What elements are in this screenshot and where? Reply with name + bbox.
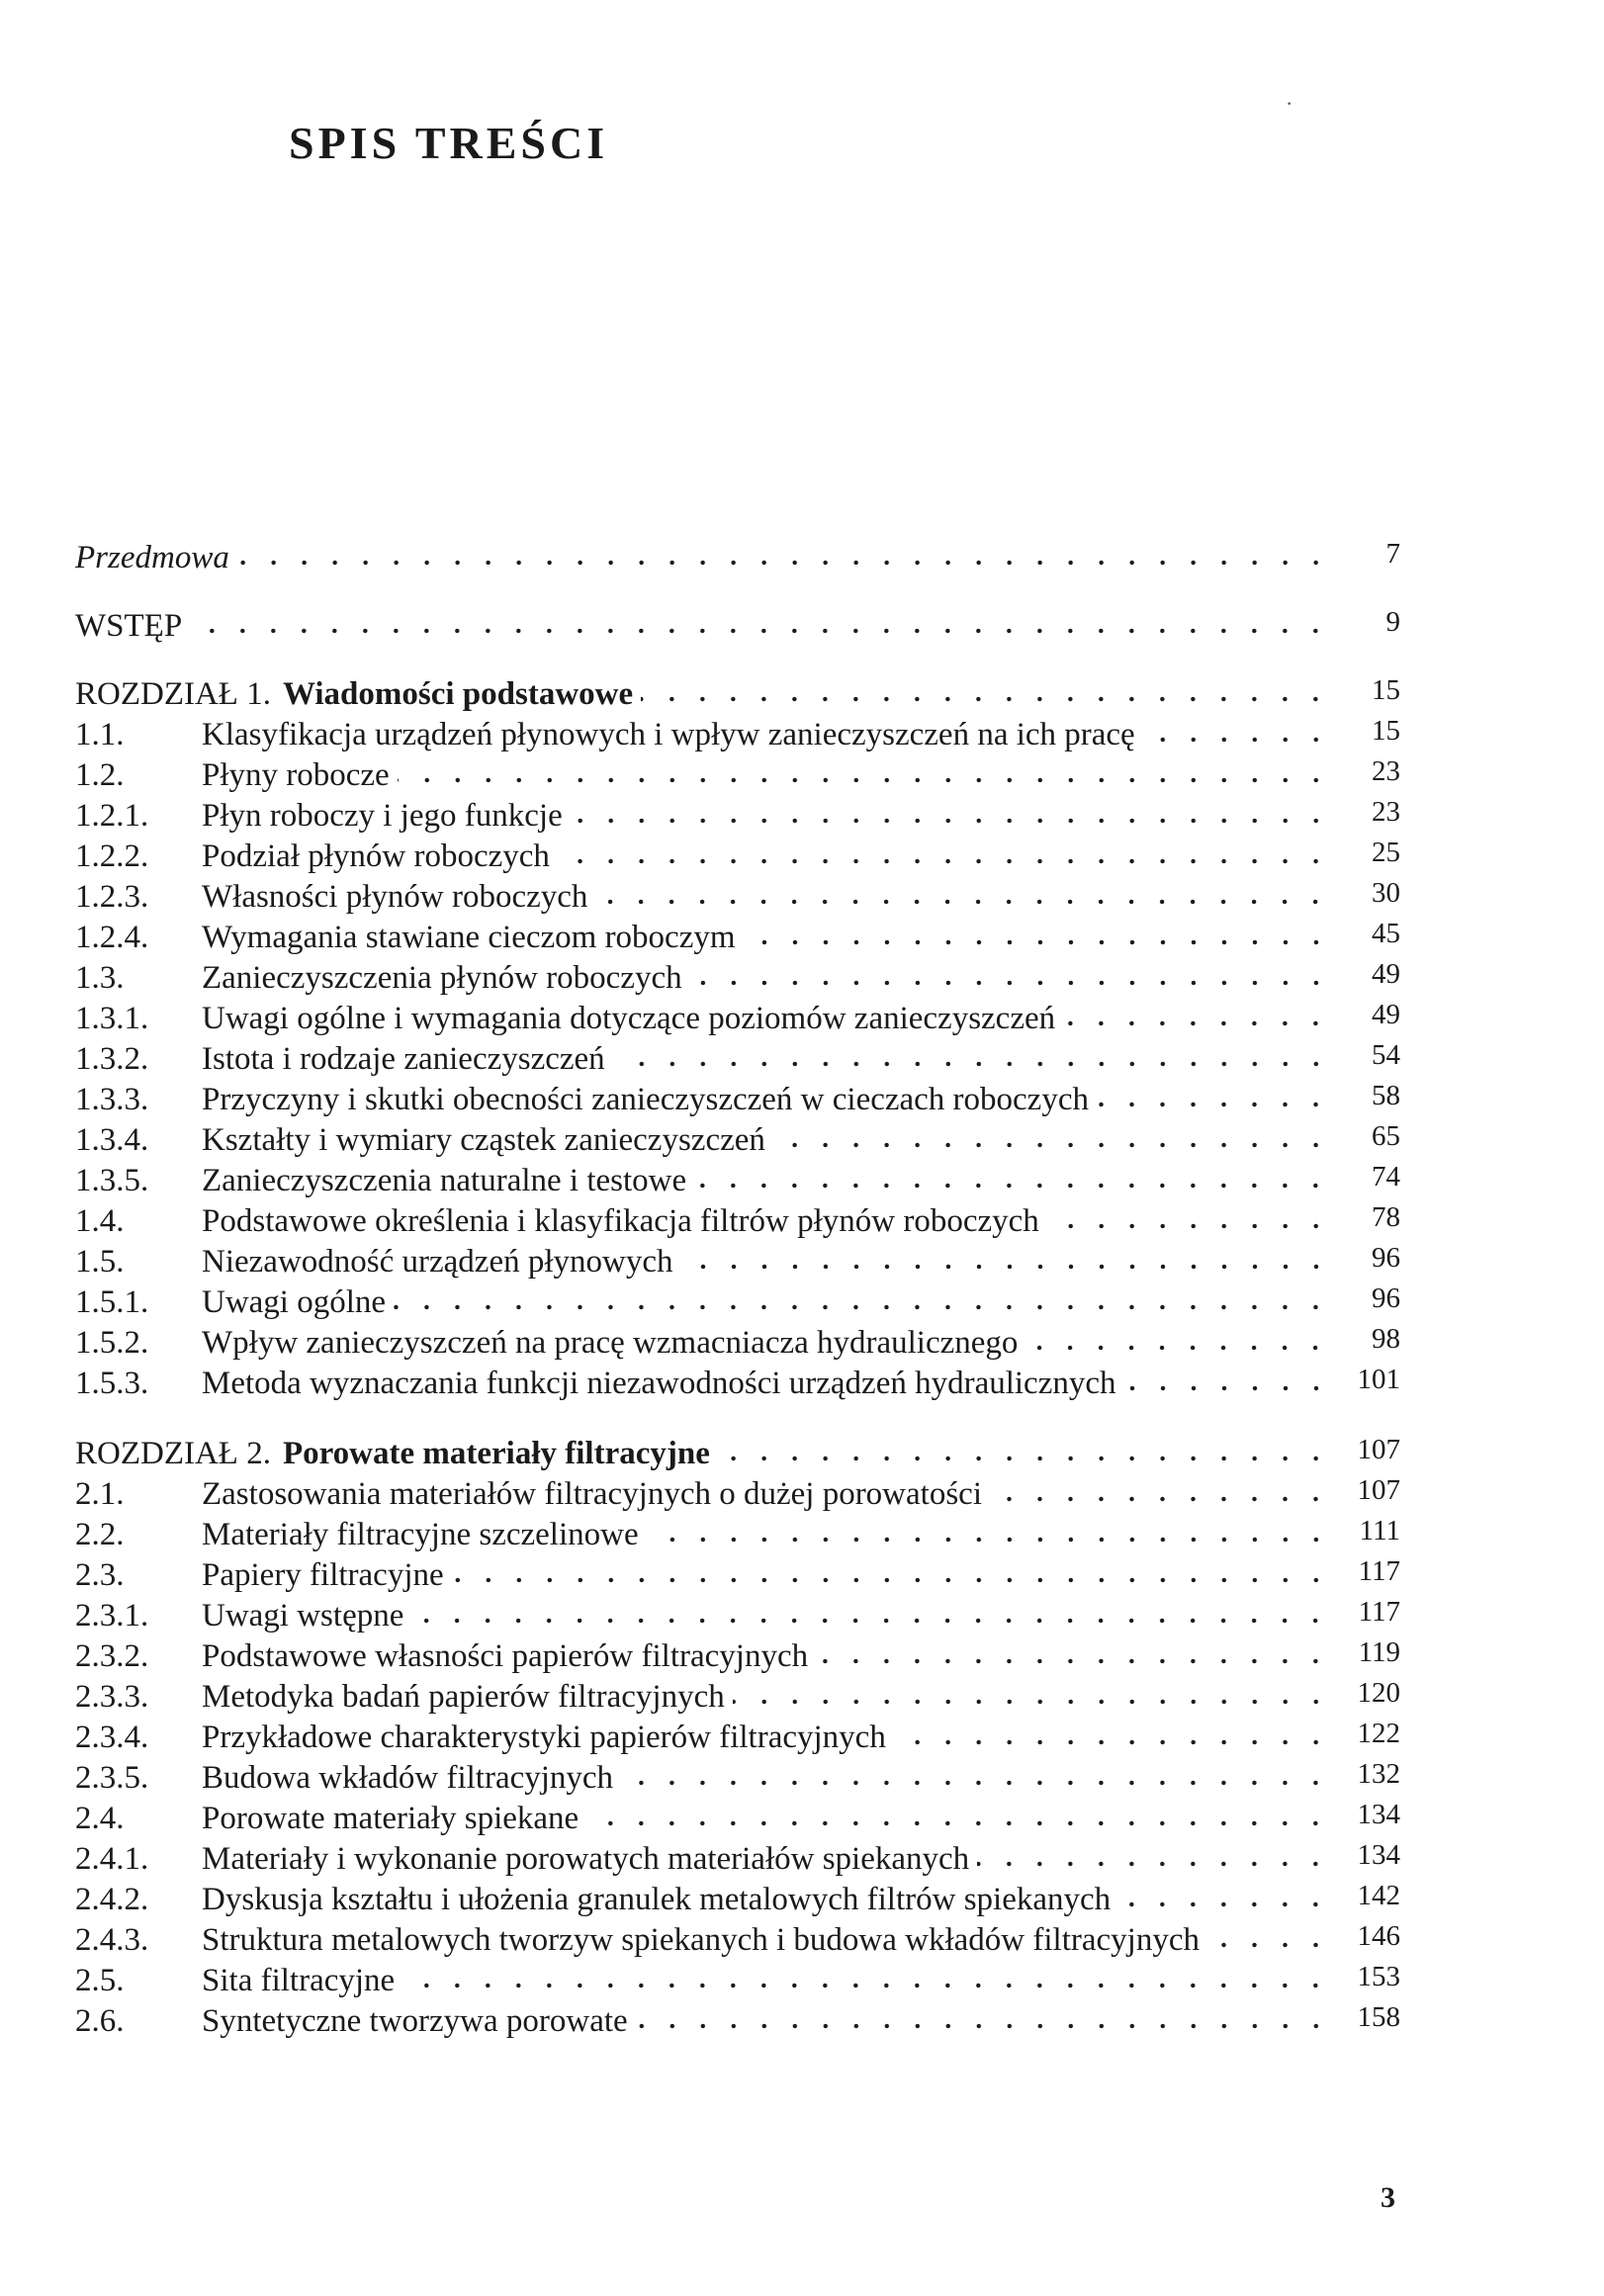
toc-entry-title: Uwagi ogólne bbox=[202, 1284, 387, 1320]
toc-page-number: 134 bbox=[1357, 1839, 1400, 1871]
dot-leader bbox=[595, 897, 1331, 907]
dot-leader bbox=[816, 1656, 1331, 1666]
toc-entry bbox=[75, 1513, 1400, 1553]
toc-entry-title-wrap bbox=[202, 1203, 1331, 1240]
toc-entry-title-wrap bbox=[202, 757, 1331, 794]
toc-entry-title: Dyskusja kształtu i ułożenia granulek metalowych filtrów spiekanych bbox=[202, 1882, 1112, 1917]
toc-entry-title-wrap bbox=[202, 1963, 1331, 1999]
toc-entry-title-wrap bbox=[202, 1922, 1331, 1959]
toc-page-number: 158 bbox=[1357, 2001, 1400, 2033]
toc-entry-number: 2.3.2. bbox=[75, 1638, 149, 1674]
dot-leader bbox=[977, 1859, 1331, 1869]
toc-entry-title-wrap bbox=[75, 540, 1331, 576]
dot-leader bbox=[394, 1302, 1331, 1312]
toc-page-number: 15 bbox=[1372, 715, 1400, 747]
toc-entry-title-wrap bbox=[202, 1284, 1331, 1321]
toc-entry-title: Materiały i wykonanie porowatych materiałów spiekanych bbox=[202, 1841, 970, 1877]
toc-entry bbox=[75, 1280, 1400, 1321]
dot-leader bbox=[718, 1454, 1331, 1463]
dot-leader bbox=[1207, 1940, 1331, 1950]
dot-leader bbox=[586, 1818, 1331, 1828]
toc-page-number: 122 bbox=[1357, 1718, 1400, 1749]
toc-chapter bbox=[75, 672, 1400, 1402]
toc-entry-title: Wpływ zanieczyszczeń na pracę wzmacniacza hydraulicznego bbox=[202, 1325, 1019, 1361]
toc-page-number: 15 bbox=[1372, 674, 1400, 706]
toc-entry bbox=[75, 1594, 1400, 1634]
toc-entry-title-wrap bbox=[202, 1325, 1331, 1362]
toc-entry-title-wrap bbox=[202, 920, 1331, 956]
toc-entry-title: Istota i rodzaje zanieczyszczeń bbox=[202, 1041, 605, 1077]
scan-speck: · bbox=[1286, 91, 1293, 116]
toc-entry-title-wrap bbox=[202, 1557, 1331, 1594]
toc-page-number: 7 bbox=[1385, 538, 1400, 570]
toc-entry-title-wrap bbox=[202, 1720, 1331, 1756]
toc-entry bbox=[75, 1078, 1400, 1118]
toc-chapter bbox=[75, 1432, 1400, 2040]
toc-entry-title-wrap bbox=[202, 1082, 1331, 1118]
toc-page-number: 101 bbox=[1357, 1364, 1400, 1395]
toc-entry-title: Sita filtracyjne bbox=[202, 1963, 396, 1998]
toc-entry-number: 2.4.2. bbox=[75, 1882, 149, 1917]
toc-page-number: 153 bbox=[1357, 1961, 1400, 1992]
toc-page-number: 98 bbox=[1372, 1323, 1400, 1355]
toc-entry-title: Wymagania stawiane cieczom roboczym bbox=[202, 920, 736, 955]
toc-chapter-heading bbox=[75, 1432, 1400, 1472]
chapter-heading-wrap bbox=[75, 1436, 1331, 1472]
toc-page-number: 74 bbox=[1372, 1161, 1400, 1192]
toc-entry-title: WSTĘP bbox=[75, 608, 183, 644]
toc-entry-title-wrap bbox=[202, 717, 1331, 753]
dot-leader bbox=[647, 1535, 1331, 1545]
toc-page-number: 49 bbox=[1372, 958, 1400, 990]
toc-front-preface bbox=[75, 536, 1400, 576]
dot-leader bbox=[621, 1778, 1331, 1788]
toc-entry-number: 2.4. bbox=[75, 1801, 125, 1836]
toc-entry-title: Klasyfikacja urządzeń płynowych i wpływ zanieczyszczeń na ich pracę bbox=[202, 717, 1135, 752]
toc-page-number: 96 bbox=[1372, 1242, 1400, 1274]
toc-page-number: 49 bbox=[1372, 999, 1400, 1030]
toc-entry-title-wrap bbox=[202, 1598, 1331, 1634]
toc-entry-title: Przykładowe charakterystyki papierów filtracyjnych bbox=[202, 1720, 886, 1755]
toc-entry-title: Płyn roboczy i jego funkcje bbox=[202, 798, 563, 834]
toc-page-number: 117 bbox=[1358, 1555, 1400, 1587]
toc-page-number: 142 bbox=[1357, 1880, 1400, 1911]
toc-entry-title: Podstawowe określenia i klasyfikacja filtrów płynów roboczych bbox=[202, 1203, 1039, 1239]
chapter-heading-wrap bbox=[75, 676, 1331, 713]
toc-entry-title: Papiery filtracyjne bbox=[202, 1557, 444, 1593]
toc-entry-number: 2.3. bbox=[75, 1557, 125, 1593]
toc-entry bbox=[75, 1553, 1400, 1594]
toc-entry-number: 1.3.1. bbox=[75, 1001, 149, 1036]
toc-page-number: 107 bbox=[1357, 1474, 1400, 1506]
toc-entry-title: Przedmowa bbox=[75, 540, 229, 575]
toc-entry-title-wrap bbox=[202, 1679, 1331, 1716]
toc-entry-title-wrap bbox=[202, 839, 1331, 875]
toc-entry-title-wrap bbox=[202, 960, 1331, 997]
dot-leader bbox=[1118, 1899, 1331, 1909]
toc-entry bbox=[75, 1362, 1400, 1402]
toc-entry-title-wrap bbox=[202, 1882, 1331, 1918]
chapter-label: ROZDZIAŁ 2. bbox=[75, 1436, 271, 1471]
toc-entry-title-wrap bbox=[202, 1122, 1331, 1159]
toc-entry-number: 1.5.3. bbox=[75, 1366, 149, 1401]
toc-entry bbox=[75, 1918, 1400, 1959]
toc-entry-number: 1.2. bbox=[75, 757, 125, 793]
toc-page-number: 119 bbox=[1358, 1636, 1400, 1668]
toc-page-number: 25 bbox=[1372, 837, 1400, 868]
toc-page-number: 58 bbox=[1372, 1080, 1400, 1111]
toc-entry-number: 1.5. bbox=[75, 1244, 125, 1280]
toc-entry-number: 2.6. bbox=[75, 2003, 125, 2039]
toc-page-number: 54 bbox=[1372, 1039, 1400, 1071]
toc-chapter-heading bbox=[75, 672, 1400, 713]
toc-entry bbox=[75, 1878, 1400, 1918]
dot-leader bbox=[558, 856, 1331, 866]
toc-entry-number: 1.2.2. bbox=[75, 839, 149, 874]
toc-page-number: 107 bbox=[1357, 1434, 1400, 1465]
toc-entry-title: Kształty i wymiary cząstek zanieczyszczeń bbox=[202, 1122, 765, 1158]
toc-front-introduction bbox=[75, 604, 1400, 645]
toc-entry-number: 1.3. bbox=[75, 960, 125, 996]
toc-entry-title: Materiały filtracyjne szczelinowe bbox=[202, 1517, 639, 1552]
toc-entry-title: Syntetyczne tworzywa porowate bbox=[202, 2003, 628, 2039]
toc-entry-title-wrap bbox=[202, 1244, 1331, 1280]
toc-entry-title: Przyczyny i skutki obecności zanieczyszczeń w cieczach roboczych bbox=[202, 1082, 1089, 1117]
toc-entry-title: Zastosowania materiałów filtracyjnych o dużej porowatości bbox=[202, 1476, 982, 1512]
dot-leader bbox=[1097, 1100, 1331, 1109]
toc-entry-title-wrap bbox=[202, 1801, 1331, 1837]
dot-leader bbox=[1124, 1383, 1332, 1393]
toc-entry-number: 2.2. bbox=[75, 1517, 125, 1552]
dot-leader bbox=[613, 1059, 1331, 1069]
toc-page-number: 30 bbox=[1372, 877, 1400, 909]
dot-leader bbox=[1025, 1343, 1331, 1353]
toc-entry-title-wrap bbox=[202, 1517, 1331, 1553]
toc-entry-title: Uwagi ogólne i wymagania dotyczące poziomów zanieczyszczeń bbox=[202, 1001, 1056, 1036]
dot-leader bbox=[571, 816, 1331, 826]
toc-entry bbox=[75, 1959, 1400, 1999]
toc-entry bbox=[75, 1716, 1400, 1756]
toc-entry bbox=[75, 794, 1400, 835]
toc-entry-title: Zanieczyszczenia naturalne i testowe bbox=[202, 1163, 687, 1198]
toc-page-number: 132 bbox=[1357, 1758, 1400, 1790]
toc-entry-title-wrap bbox=[202, 1163, 1331, 1199]
toc-entry bbox=[75, 1634, 1400, 1675]
toc-entry-title-wrap bbox=[202, 798, 1331, 835]
toc-page-number: 23 bbox=[1372, 755, 1400, 787]
dot-leader bbox=[398, 775, 1331, 785]
toc-entry-number: 1.2.1. bbox=[75, 798, 149, 834]
toc-entry-title-wrap bbox=[202, 879, 1331, 916]
toc-entry bbox=[75, 1797, 1400, 1837]
toc-entry-title-wrap bbox=[202, 1638, 1331, 1675]
chapter-label: ROZDZIAŁ 1. bbox=[75, 676, 271, 712]
dot-leader bbox=[411, 1616, 1331, 1626]
toc-entry bbox=[75, 997, 1400, 1037]
toc-entry-title-wrap bbox=[202, 1476, 1331, 1513]
toc-entry-title-wrap bbox=[75, 608, 1331, 645]
toc-page-number: 45 bbox=[1372, 918, 1400, 949]
toc-page-number: 120 bbox=[1357, 1677, 1400, 1709]
toc-page-number: 23 bbox=[1372, 796, 1400, 828]
page-title: SPIS TREŚCI bbox=[289, 118, 609, 168]
toc-entry bbox=[75, 1118, 1400, 1159]
toc-entry-title: Metoda wyznaczania funkcji niezawodności urządzeń hydraulicznych bbox=[202, 1366, 1116, 1401]
toc-entry-number: 1.3.5. bbox=[75, 1163, 149, 1198]
toc-entry bbox=[75, 835, 1400, 875]
dot-leader bbox=[190, 626, 1331, 636]
toc-entry bbox=[75, 1240, 1400, 1280]
dot-leader bbox=[1143, 735, 1331, 745]
toc-entry-title: Metodyka badań papierów filtracyjnych bbox=[202, 1679, 725, 1715]
toc-page-number: 146 bbox=[1357, 1920, 1400, 1952]
toc-entry-title: Płyny robocze bbox=[202, 757, 390, 793]
dot-leader bbox=[694, 1181, 1331, 1191]
dot-leader bbox=[990, 1494, 1331, 1504]
toc-page-number: 65 bbox=[1372, 1120, 1400, 1152]
toc-entry-number: 2.3.4. bbox=[75, 1720, 149, 1755]
toc-entry-number: 2.3.1. bbox=[75, 1598, 149, 1634]
toc-entry-number: 1.5.2. bbox=[75, 1325, 149, 1361]
dot-leader bbox=[1063, 1018, 1331, 1028]
toc-entry-number: 2.4.3. bbox=[75, 1922, 149, 1958]
toc-page-number: 9 bbox=[1385, 606, 1400, 638]
toc-entry-number: 2.1. bbox=[75, 1476, 125, 1512]
toc-entry bbox=[75, 1837, 1400, 1878]
toc-entry bbox=[75, 1037, 1400, 1078]
toc-entry-title: Niezawodność urządzeń płynowych bbox=[202, 1244, 673, 1280]
toc-entry-title: Uwagi wstępne bbox=[202, 1598, 404, 1634]
toc-entry-title: Podstawowe własności papierów filtracyjnych bbox=[202, 1638, 809, 1674]
toc-entry-number: 1.2.4. bbox=[75, 920, 149, 955]
toc-entry bbox=[75, 713, 1400, 753]
dot-leader bbox=[636, 2021, 1331, 2031]
dot-leader bbox=[690, 978, 1331, 988]
toc-entry-title: Struktura metalowych tworzyw spiekanych i budowa wkładów filtracyjnych bbox=[202, 1922, 1200, 1958]
toc-entry bbox=[75, 1675, 1400, 1716]
toc-entry-number: 2.4.1. bbox=[75, 1841, 149, 1877]
toc-entry-title-wrap bbox=[202, 1760, 1331, 1797]
toc-entry-number: 2.5. bbox=[75, 1963, 125, 1998]
toc-page-number: 134 bbox=[1357, 1799, 1400, 1830]
dot-leader bbox=[773, 1140, 1331, 1150]
toc-entry-title-wrap bbox=[202, 1041, 1331, 1078]
toc-entry-number: 1.3.3. bbox=[75, 1082, 149, 1117]
toc-page-number: 117 bbox=[1358, 1596, 1400, 1628]
toc-entry bbox=[75, 875, 1400, 916]
toc-entry bbox=[75, 1999, 1400, 2040]
page-number: 3 bbox=[1381, 2181, 1395, 2214]
dot-leader bbox=[894, 1737, 1331, 1747]
toc-entry-title-wrap bbox=[202, 2003, 1331, 2040]
toc-entry bbox=[75, 1321, 1400, 1362]
toc-entry bbox=[75, 1199, 1400, 1240]
toc-entry-number: 1.1. bbox=[75, 717, 125, 752]
toc-entry bbox=[75, 1756, 1400, 1797]
toc-entry-title: Własności płynów roboczych bbox=[202, 879, 588, 915]
toc-entry bbox=[75, 916, 1400, 956]
toc-entry-title: Zanieczyszczenia płynów roboczych bbox=[202, 960, 682, 996]
toc-entry bbox=[75, 1159, 1400, 1199]
toc-entry bbox=[75, 956, 1400, 997]
toc-entry-title-wrap bbox=[202, 1366, 1331, 1402]
toc-entry-number: 1.4. bbox=[75, 1203, 125, 1239]
dot-leader bbox=[641, 694, 1331, 704]
toc-entry-title: Porowate materiały spiekane bbox=[202, 1801, 579, 1836]
toc-entry-title-wrap bbox=[202, 1841, 1331, 1878]
toc-entry-number: 2.3.3. bbox=[75, 1679, 149, 1715]
dot-leader bbox=[1047, 1221, 1331, 1231]
toc-entry-title-wrap bbox=[202, 1001, 1331, 1037]
toc-entry-number: 1.2.3. bbox=[75, 879, 149, 915]
dot-leader bbox=[744, 937, 1331, 947]
dot-leader bbox=[237, 558, 1331, 568]
table-of-contents bbox=[75, 536, 1400, 2040]
dot-leader bbox=[681, 1262, 1332, 1272]
toc-entry-number: 1.3.2. bbox=[75, 1041, 149, 1077]
toc-entry-title: Budowa wkładów filtracyjnych bbox=[202, 1760, 614, 1796]
chapter-title: Porowate materiały filtracyjne bbox=[282, 1436, 710, 1471]
dot-leader bbox=[733, 1697, 1331, 1707]
toc-entry-number: 2.3.5. bbox=[75, 1760, 149, 1796]
toc-entry-number: 1.5.1. bbox=[75, 1284, 149, 1320]
dot-leader bbox=[452, 1575, 1331, 1585]
toc-entry-number: 1.3.4. bbox=[75, 1122, 149, 1158]
toc-page-number: 111 bbox=[1359, 1515, 1400, 1546]
toc-entry-title: Podział płynów roboczych bbox=[202, 839, 550, 874]
toc-entry bbox=[75, 1472, 1400, 1513]
toc-page-number: 78 bbox=[1372, 1201, 1400, 1233]
chapter-title: Wiadomości podstawowe bbox=[282, 676, 634, 712]
dot-leader bbox=[402, 1981, 1331, 1990]
toc-page-number: 96 bbox=[1372, 1282, 1400, 1314]
toc-entry bbox=[75, 753, 1400, 794]
